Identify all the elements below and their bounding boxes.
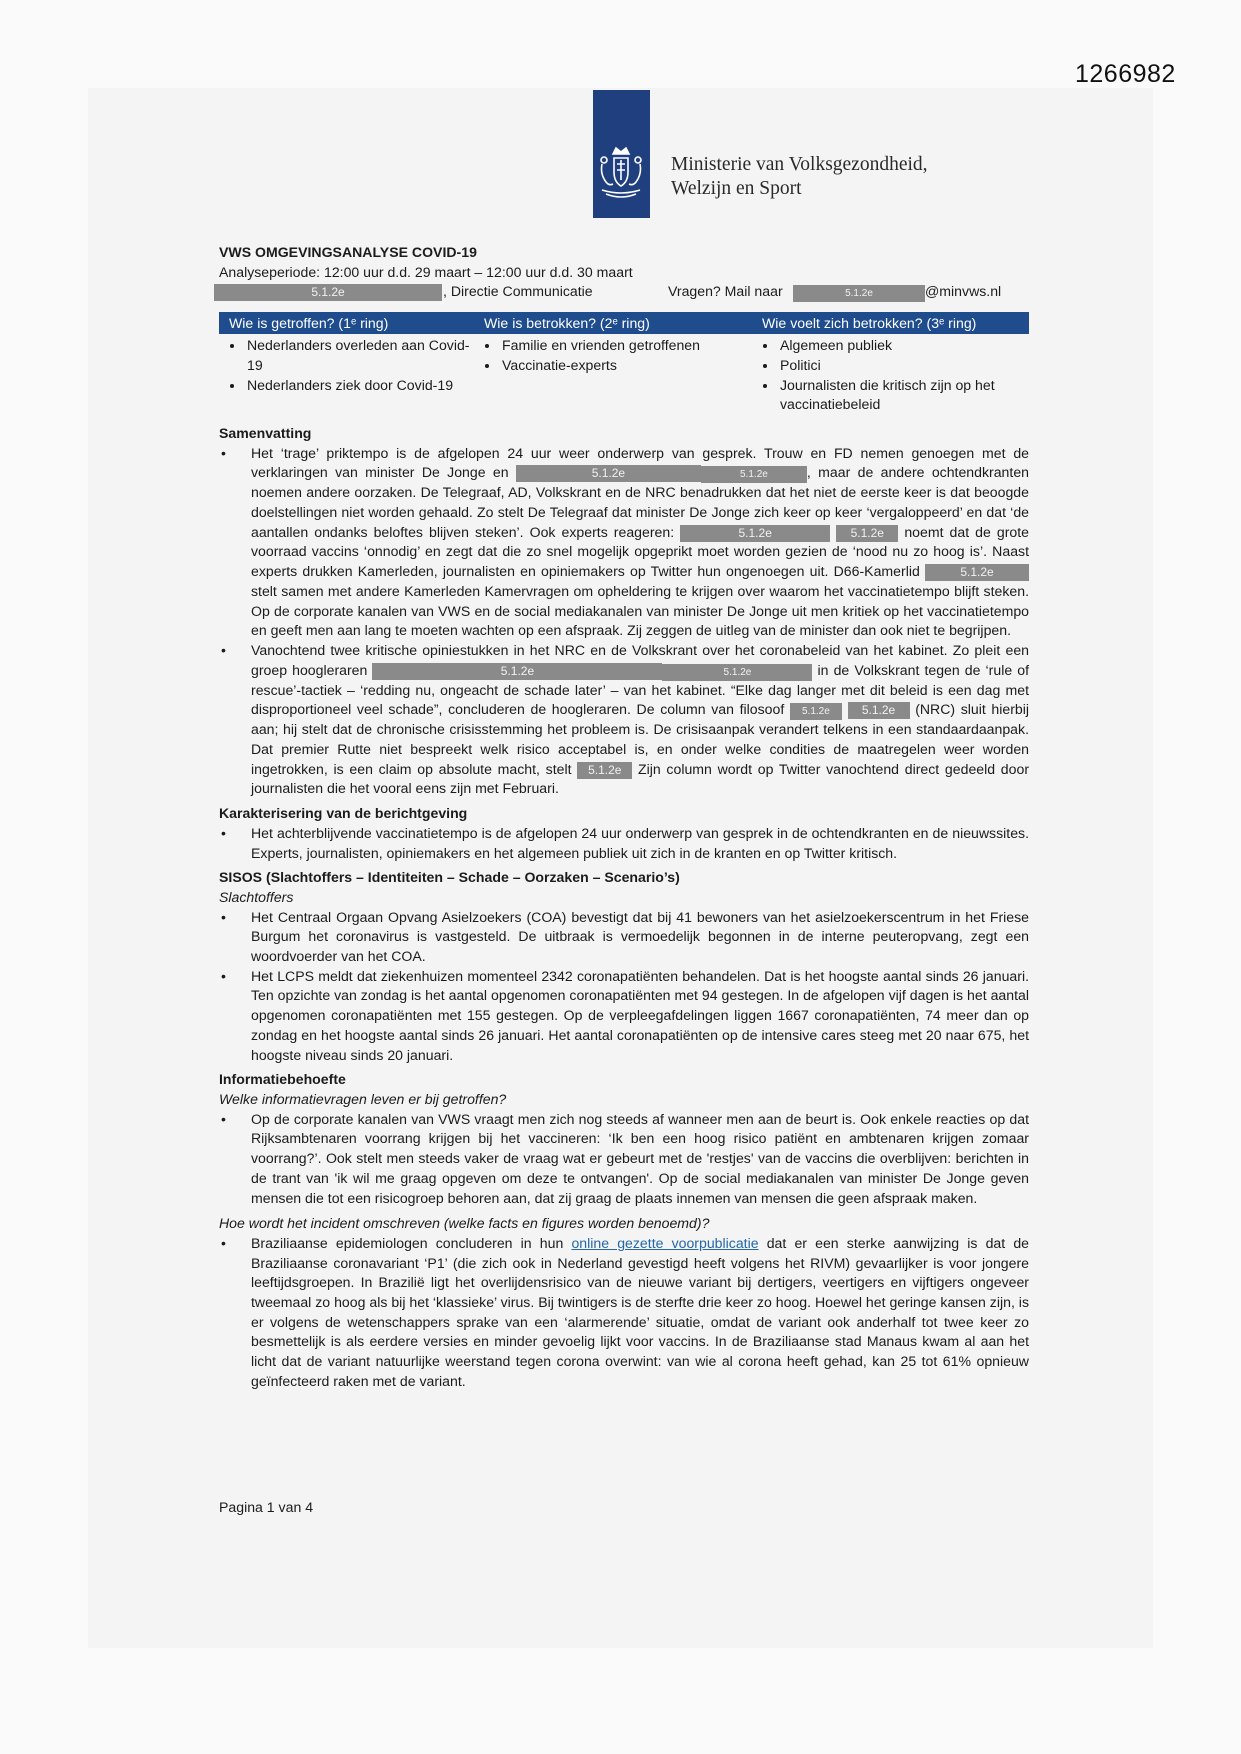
section-heading-samenvatting: Samenvatting — [219, 424, 312, 441]
redaction-box: 5.1.2e — [836, 525, 898, 542]
redaction-box: 5.1.2e — [214, 284, 442, 301]
mail-prefix: Vragen? Mail naar — [668, 283, 783, 300]
redaction-box: 5.1.2e — [790, 703, 842, 720]
list-item: • Familie en vrienden getroffenen — [500, 336, 752, 356]
ring-2-list — [474, 336, 752, 415]
department: , Directie Communicatie — [443, 283, 593, 300]
list-item: • Nederlanders ziek door Covid-19 — [245, 376, 474, 396]
document-title: VWS OMGEVINGSANALYSE COVID-19 — [219, 244, 477, 260]
list-item: • Nederlanders overleden aan Covid-19 — [245, 336, 474, 375]
list-item: • Politici — [778, 356, 1029, 376]
analysis-period: Analyseperiode: 12:00 uur d.d. 29 maart – 12:00 uur d.d. 30 maart — [219, 263, 633, 280]
ring-1-header: Wie is getroffen? (1ᵉ ring) — [229, 315, 389, 332]
redaction-box: 5.1.2e — [372, 663, 662, 680]
list-item: • Braziliaanse epidemiologen concluderen in hun online gezette voorpublicatie dat er een sterke aanwijzing is dat de Braziliaanse coronavariant ‘P1’ (die zich ook in Nederland gevestigd heeft volgens het RIVM) gevaarlijker is voor jongere leeftijdsgroepen. In Brazilië ligt het overlijdensrisico van de nieuwe variant bij dertigers, veertigers en vijftigers ongeveer tweemaal zo hoog als bij het ‘klassieke’ virus. Bij twintigers is de sterfte drie keer zo hoog. Hoewel het geringe kansen zijn, is er volgens de wetenschappers sprake van een ‘alarmerende’ situatie, omdat de variant ook anderhalf tot twee keer zo besmettelijk is als eerdere versies en minder gevoelig lijkt voor vaccins. In de Braziliaanse stad Manaus kwam al aan het licht dat de variant natuurlijke weerstand tegen corona overwint: van wie al corona heeft gehad, kan 25 tot 61% opnieuw geïnfecteerd raken met de variant. — [219, 1234, 1029, 1392]
contact-line — [219, 282, 1029, 302]
list-item: • Journalisten die kritisch zijn op het vaccinatiebeleid — [778, 376, 1029, 415]
redaction-box: 5.1.2e — [516, 465, 701, 482]
informatie-list-2 — [219, 1234, 1029, 1392]
list-item: • Het ‘trage’ priktempo is de afgelopen 24 uur weer onderwerp van gesprek. Trouw en FD nemen genoegen met de verklaringen van minister De Jonge en 5.1.2e 5.1.2e , maar de andere ochtendkranten noemen andere oorzaken. De Telegraaf, AD, Volkskrant en de NRC benadrukken dat het niet de eerste keer is dat beoogde doelstellingen niet worden gehaald. Zo stelt De Telegraaf dat minister De Jonge zich keer op keer ‘vergaloppeerd’ en dat ‘de aantallen ondanks beloftes blijven steken’. Ook experts reageren: 5.1.2e 5.1.2e noemt dat de grote voorraad vaccins ‘onnodig’ en zegt dat die zo snel mogelijk opgeprikt moet worden gezien de ‘nood nu zo hoog is’. Naast experts drukken Kamerleden, journalisten en opiniemakers op Twitter hun ongenoegen uit. D66-Kamerlid 5.1.2e stelt samen met andere Kamerleden Kamervragen om opheldering te krijgen over waarom het vaccinatietempo blijft steken. Op de corporate kanalen van VWS en de social mediakanalen van minister De Jonge uit men kritiek op het vaccinatietempo en geeft men aan lang te moeten wachten op een afspraak. Zij zeggen de uitleg van de minister dan ook niet te begrijpen. — [219, 444, 1029, 641]
redaction-box: 5.1.2e — [925, 564, 1029, 581]
list-item: • Het Centraal Orgaan Opvang Asielzoekers (COA) bevestigt dat bij 41 bewoners van het asielzoekerscentrum in het Friese Burgum het coronavirus is vastgesteld. De uitbraak is vermoedelijk begonnen in de interne peuteropvang, zegt een woordvoerder van het COA. — [219, 908, 1029, 967]
redaction-box: 5.1.2e — [680, 525, 830, 542]
ring-1-list — [219, 336, 474, 415]
list-item: • Vanochtend twee kritische opiniestukken in het NRC en de Volkskrant over het coronabeleid van het kabinet. Zo pleit een groep hoogleraren 5.1.2e 5.1.2e in de Volkskrant tegen de ‘rule of rescue’-tactiek – ‘redding nu, ongeacht de schade later’ – van het kabinet. “Elke dag langer met dit beleid is een dag met disproportioneel veel schade”, concluderen de hoogleraren. De column van filosoof 5.1.2e 5.1.2e (NRC) sluit hierbij aan; hij stelt dat de chronische crisisstemming het probleem is. De crisisaanpak verandert telkens in een standaardaanpak. Dat premier Rutte niet bespreekt welk risico acceptabel is, en onder welke condities de maatregelen weer worden ingetrokken, is een claim op absolute macht, stelt 5.1.2e Zijn column wordt op Twitter vanochtend direct gedeeld door journalisten die het vooral eens zijn met Februari. — [219, 641, 1029, 799]
list-item: • Vaccinatie-experts — [500, 356, 752, 376]
ministry-name: Ministerie van Volksgezondheid, Welzijn en Sport — [671, 154, 928, 199]
subheading-informatievragen: Welke informatievragen leven er bij getroffen? — [219, 1091, 507, 1107]
subheading-incident: Hoe wordt het incident omschreven (welke facts en figures worden benoemd)? — [219, 1215, 710, 1232]
redaction-box: 5.1.2e — [662, 664, 812, 681]
sisos-list — [219, 908, 1029, 1066]
section-heading-informatiebehoefte: Informatiebehoefte — [219, 1071, 346, 1088]
list-item: • Het LCPS meldt dat ziekenhuizen momenteel 2342 coronapatiënten behandelen. Dat is het hoogste aantal sinds 26 januari. Ten opzichte van zondag is het aantal opgenomen coronapatiënten met 94 gestegen. In de afgelopen vijf dagen is het aantal opgenomen coronapatiënten met 155 gestegen. Op de verpleegafdelingen liggen 1667 coronapatiënten, 74 meer dan op zondag en het hoogste aantal sinds 26 januari. Het aantal coronapatiënten op de intensive cares steeg met 20 naar 675, het hoogste niveau sinds 20 januari. — [219, 967, 1029, 1066]
list-item: • Op de corporate kanalen van VWS vraagt men zich nog steeds af wanneer men aan de beurt is. Ook enkele reacties op dat Rijksambtenaren voorrang krijgen bij het vaccineren: ‘Ik ben een hoog risico patiënt en ambtenaren krijgen zomaar voorrang?’. Ook stelt men steeds vaker de vraag wat er gebeurt met de 'restjes' van de vaccins die overblijven: berichten in de trant van 'ik wil me graag opgeven om deze te ontvangen'. Op de social mediakanalen van minister De Jonge geven mensen die tot een risicogroep behoren aan, dat zij graag de plaats innemen van mensen die geen afspraak maken. — [219, 1110, 1029, 1209]
list-item: • Algemeen publiek — [778, 336, 1029, 356]
karakterisering-list — [219, 824, 1029, 863]
page-number: Pagina 1 van 4 — [219, 1499, 314, 1515]
rings-header — [219, 312, 1029, 334]
document-content — [219, 243, 1029, 1392]
ring-3-header: Wie voelt zich betrokken? (3ᵉ ring) — [762, 315, 977, 332]
list-item: • Het achterblijvende vaccinatietempo is de afgelopen 24 uur onderwerp van gesprek in de ochtendkranten en de nieuwssites. Experts, journalisten, opiniemakers en het algemeen publiek uit zich in de kranten en op Twitter kritisch. — [219, 824, 1029, 863]
informatie-list-1 — [219, 1110, 1029, 1209]
document-id: 1266982 — [1075, 60, 1176, 88]
redaction-box: 5.1.2e — [793, 285, 925, 302]
coat-of-arms-icon — [596, 144, 646, 202]
rings-table — [219, 312, 1029, 415]
section-heading-sisos: SISOS (Slachtoffers – Identiteiten – Schade – Oorzaken – Scenario’s) — [219, 869, 680, 886]
ring-2-header: Wie is betrokken? (2ᵉ ring) — [484, 315, 650, 332]
samenvatting-list — [219, 444, 1029, 800]
redaction-box: 5.1.2e — [701, 466, 807, 483]
ring-3-list — [752, 336, 1029, 415]
rings-body — [219, 336, 1029, 415]
redaction-box: 5.1.2e — [577, 762, 632, 779]
subheading-slachtoffers: Slachtoffers — [219, 888, 294, 905]
mail-domain: @minvws.nl — [925, 283, 1002, 300]
section-heading-karakterisering: Karakterisering van de berichtgeving — [219, 805, 468, 822]
publication-link[interactable]: online gezette voorpublicatie — [571, 1234, 759, 1251]
redaction-box: 5.1.2e — [848, 702, 910, 719]
